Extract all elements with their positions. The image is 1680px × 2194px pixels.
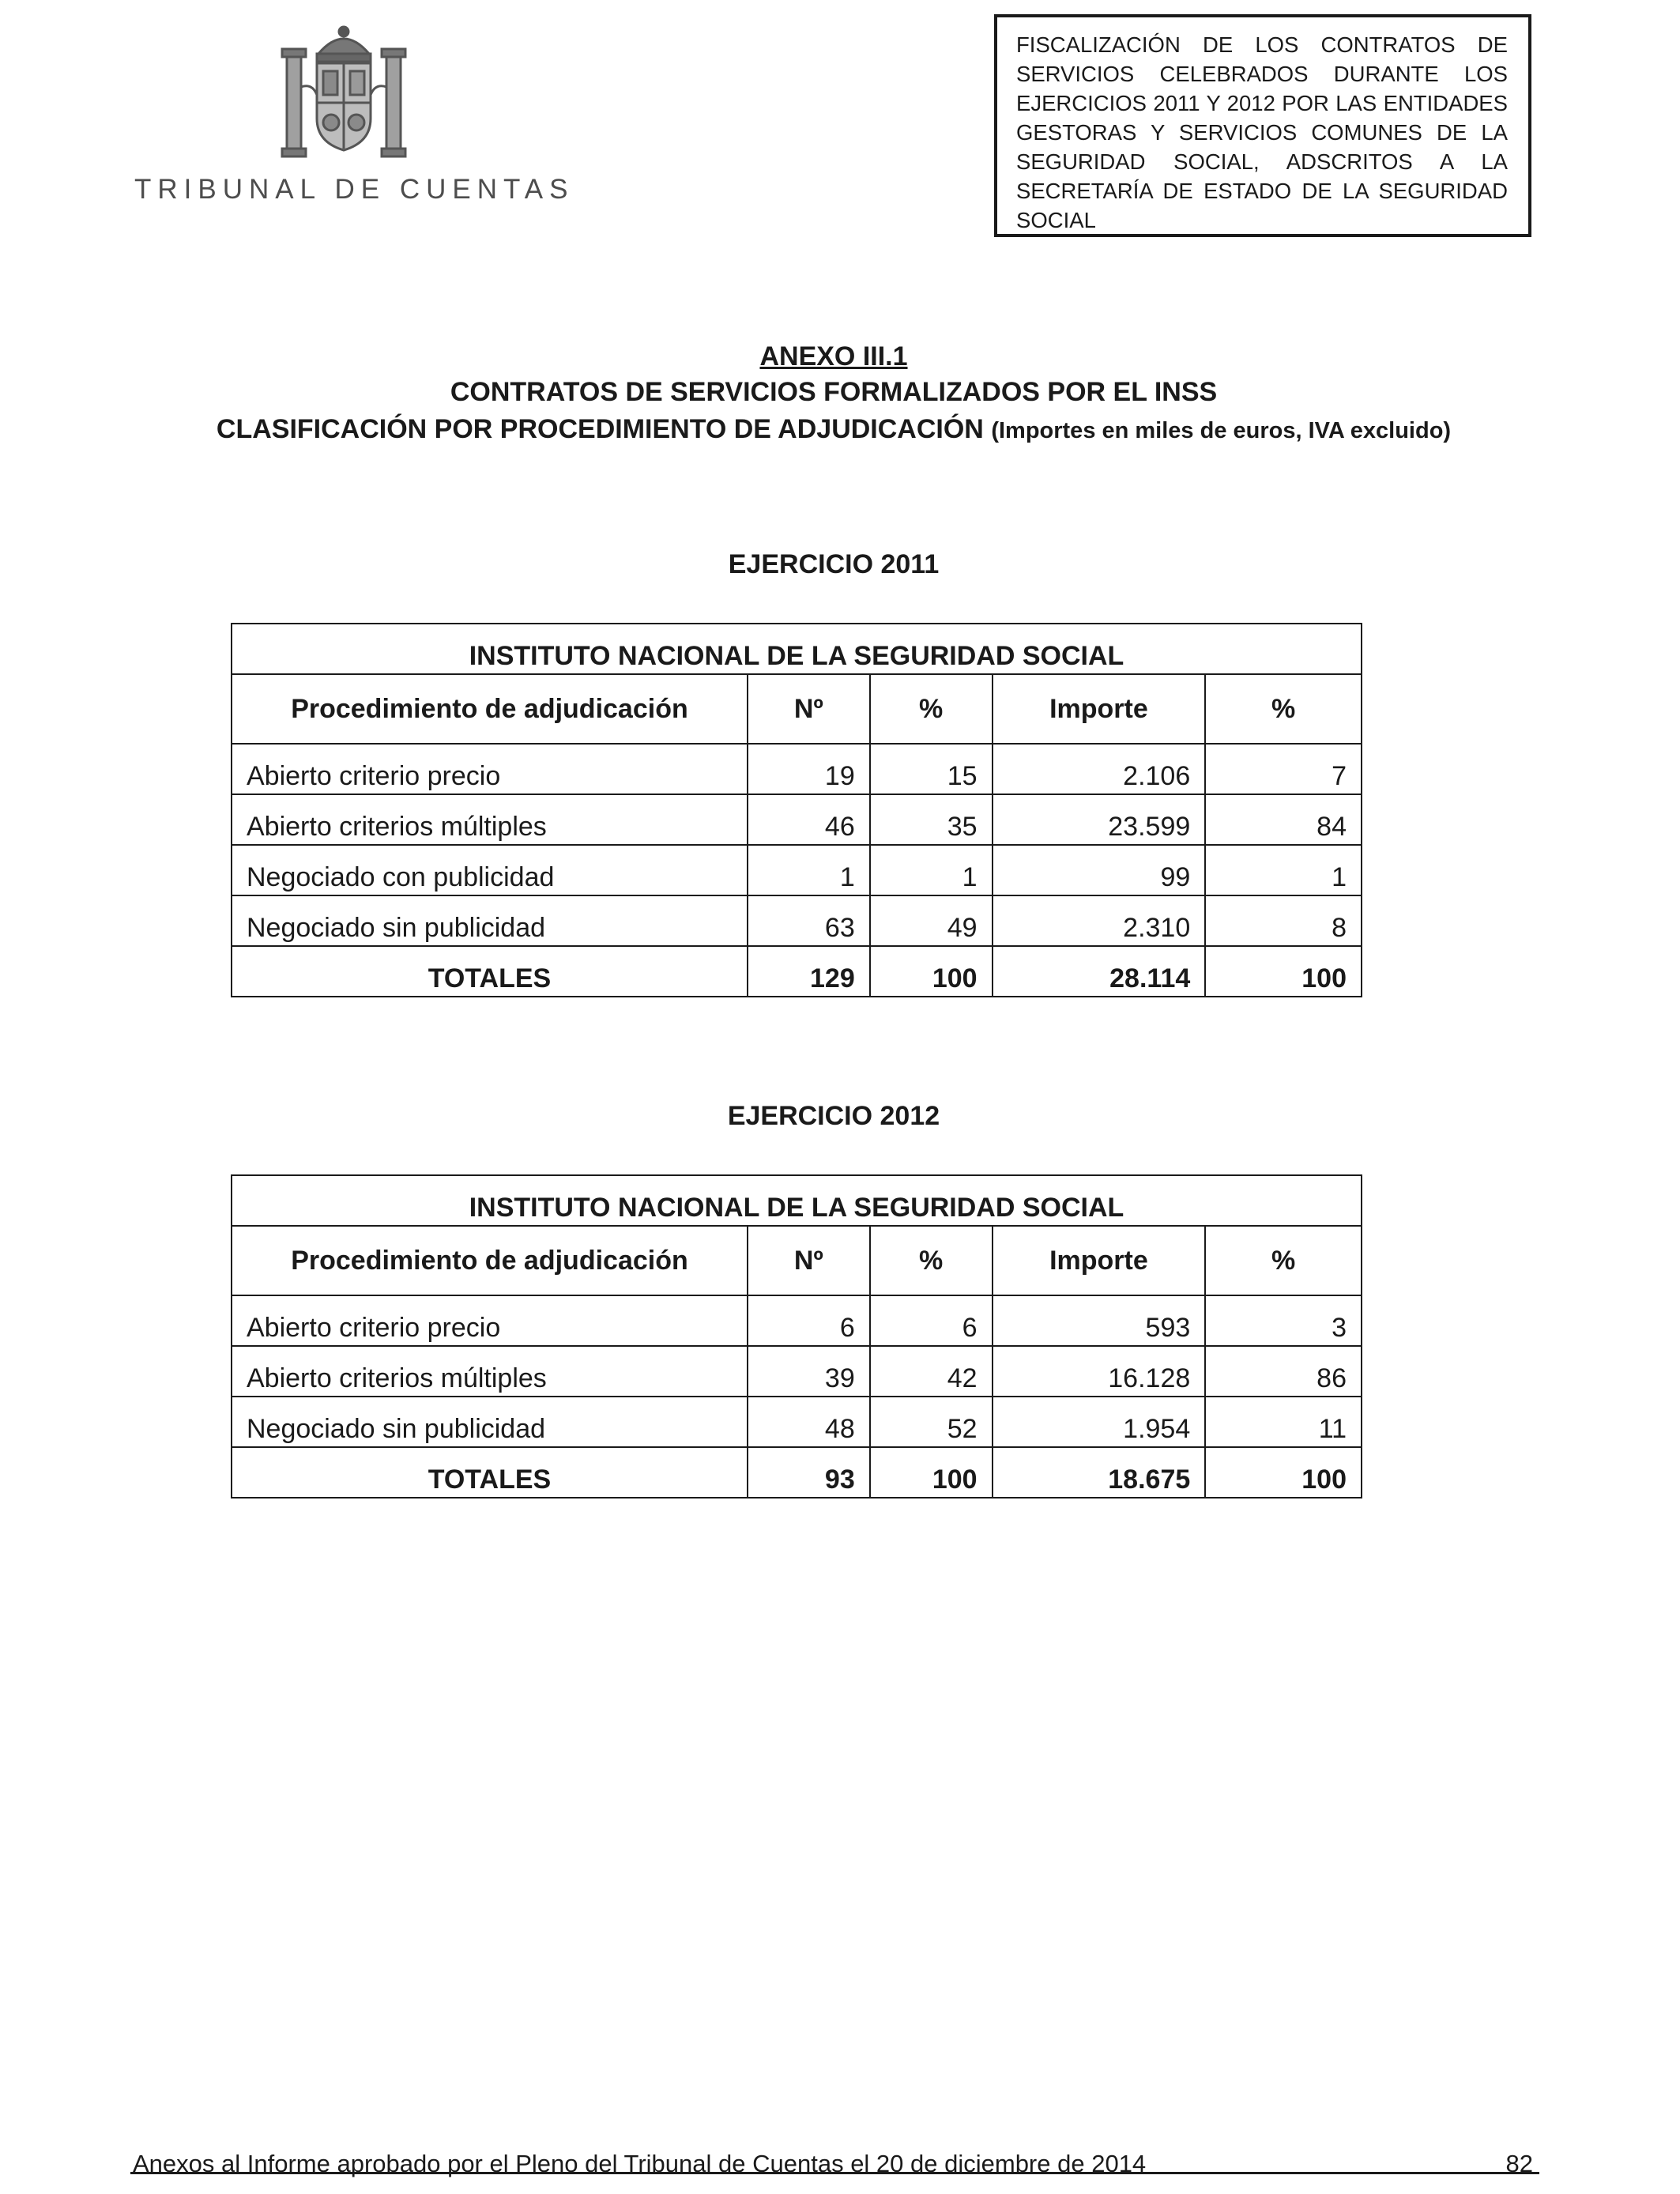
- table-row: [232, 1295, 1362, 1346]
- annex-number: ANEXO III.1: [759, 341, 908, 371]
- totals-pct-importe: 100: [1205, 946, 1362, 997]
- row-importe: 593: [993, 1295, 1206, 1346]
- year-heading-2012: EJERCICIO 2012: [727, 1101, 940, 1131]
- page-number: 82: [1505, 2150, 1533, 2177]
- totals-pct-n: 100: [870, 946, 993, 997]
- table-row: [232, 794, 1362, 845]
- row-label: Abierto criterios múltiples: [232, 794, 748, 845]
- annex-classification: [142, 411, 1525, 449]
- row-pct-n: 49: [870, 895, 993, 946]
- row-pct-n: 35: [870, 794, 993, 845]
- row-importe: 2.106: [993, 744, 1206, 794]
- row-importe: 1.954: [993, 1397, 1206, 1447]
- row-label: Negociado sin publicidad: [232, 1397, 748, 1447]
- totals-n: 129: [748, 946, 870, 997]
- logo-text: TRIBUNAL DE CUENTAS: [134, 174, 574, 205]
- col-pct-importe: %: [1205, 1226, 1362, 1295]
- row-n: 39: [748, 1346, 870, 1397]
- table-row: [232, 1397, 1362, 1447]
- row-pct-importe: 11: [1205, 1397, 1362, 1447]
- row-n: 63: [748, 895, 870, 946]
- institution-header: INSTITUTO NACIONAL DE LA SEGURIDAD SOCIAL: [232, 624, 1362, 674]
- annex-titles: [142, 340, 1525, 449]
- totals-n: 93: [748, 1447, 870, 1498]
- amounts-note: (Importes en miles de euros, IVA excluido): [991, 418, 1452, 443]
- row-pct-importe: 86: [1205, 1346, 1362, 1397]
- row-n: 19: [748, 744, 870, 794]
- table-2012: [231, 1174, 1362, 1498]
- table-row: [232, 744, 1362, 794]
- row-pct-n: 1: [870, 845, 993, 895]
- row-n: 46: [748, 794, 870, 845]
- institution-header: INSTITUTO NACIONAL DE LA SEGURIDAD SOCIAL: [232, 1175, 1362, 1226]
- col-pct-importe: %: [1205, 674, 1362, 744]
- totals-row: [232, 946, 1362, 997]
- row-pct-importe: 1: [1205, 845, 1362, 895]
- table-row: [232, 895, 1362, 946]
- footer-text: Anexos al Informe aprobado por el Pleno del Tribunal de Cuentas el 20 de diciembre de 2014: [133, 2150, 1147, 2177]
- tribunal-logo: [134, 24, 574, 213]
- totals-label: TOTALES: [232, 946, 748, 997]
- annex-subtitle: CONTRATOS DE SERVICIOS FORMALIZADOS POR EL INSS: [450, 377, 1218, 407]
- col-procedimiento: Procedimiento de adjudicación: [232, 1226, 748, 1295]
- row-pct-n: 42: [870, 1346, 993, 1397]
- totals-pct-importe: 100: [1205, 1447, 1362, 1498]
- col-importe: Importe: [993, 674, 1206, 744]
- row-n: 1: [748, 845, 870, 895]
- col-pct-numero: %: [870, 1226, 993, 1295]
- row-pct-n: 6: [870, 1295, 993, 1346]
- table-row: [232, 1346, 1362, 1397]
- row-n: 48: [748, 1397, 870, 1447]
- row-n: 6: [748, 1295, 870, 1346]
- row-pct-importe: 84: [1205, 794, 1362, 845]
- col-pct-numero: %: [870, 674, 993, 744]
- row-importe: 99: [993, 845, 1206, 895]
- row-pct-importe: 7: [1205, 744, 1362, 794]
- totals-importe: 28.114: [993, 946, 1206, 997]
- coat-of-arms-icon: [281, 24, 407, 162]
- row-label: Abierto criterio precio: [232, 744, 748, 794]
- row-label: Abierto criterio precio: [232, 1295, 748, 1346]
- report-title-box: [994, 14, 1531, 237]
- row-pct-importe: 8: [1205, 895, 1362, 946]
- row-importe: 23.599: [993, 794, 1206, 845]
- table-row: [232, 845, 1362, 895]
- row-label: Abierto criterios múltiples: [232, 1346, 748, 1397]
- col-importe: Importe: [993, 1226, 1206, 1295]
- totals-pct-n: 100: [870, 1447, 993, 1498]
- table-2011: [231, 623, 1362, 997]
- report-title-text: FISCALIZACIÓN DE LOS CONTRATOS DE SERVICIOS CELEBRADOS DURANTE LOS EJERCICIOS 2011 Y 2012 POR LAS ENTIDADES GESTORAS Y SERVICIOS COMUNES DE LA SEGURIDAD SOCIAL, ADSCRITOS A LA SECRETARÍA DE ESTADO DE LA SEGURIDAD SOCIAL: [1016, 32, 1508, 232]
- totals-row: [232, 1447, 1362, 1498]
- col-numero: Nº: [748, 674, 870, 744]
- row-pct-importe: 3: [1205, 1295, 1362, 1346]
- row-label: Negociado sin publicidad: [232, 895, 748, 946]
- row-pct-n: 15: [870, 744, 993, 794]
- totals-importe: 18.675: [993, 1447, 1206, 1498]
- classification-heading: CLASIFICACIÓN POR PROCEDIMIENTO DE ADJUDICACIÓN: [216, 414, 984, 444]
- totals-label: TOTALES: [232, 1447, 748, 1498]
- col-procedimiento: Procedimiento de adjudicación: [232, 674, 748, 744]
- row-pct-n: 52: [870, 1397, 993, 1447]
- col-numero: Nº: [748, 1226, 870, 1295]
- row-importe: 16.128: [993, 1346, 1206, 1397]
- row-importe: 2.310: [993, 895, 1206, 946]
- year-heading-2011: EJERCICIO 2011: [728, 549, 940, 579]
- row-label: Negociado con publicidad: [232, 845, 748, 895]
